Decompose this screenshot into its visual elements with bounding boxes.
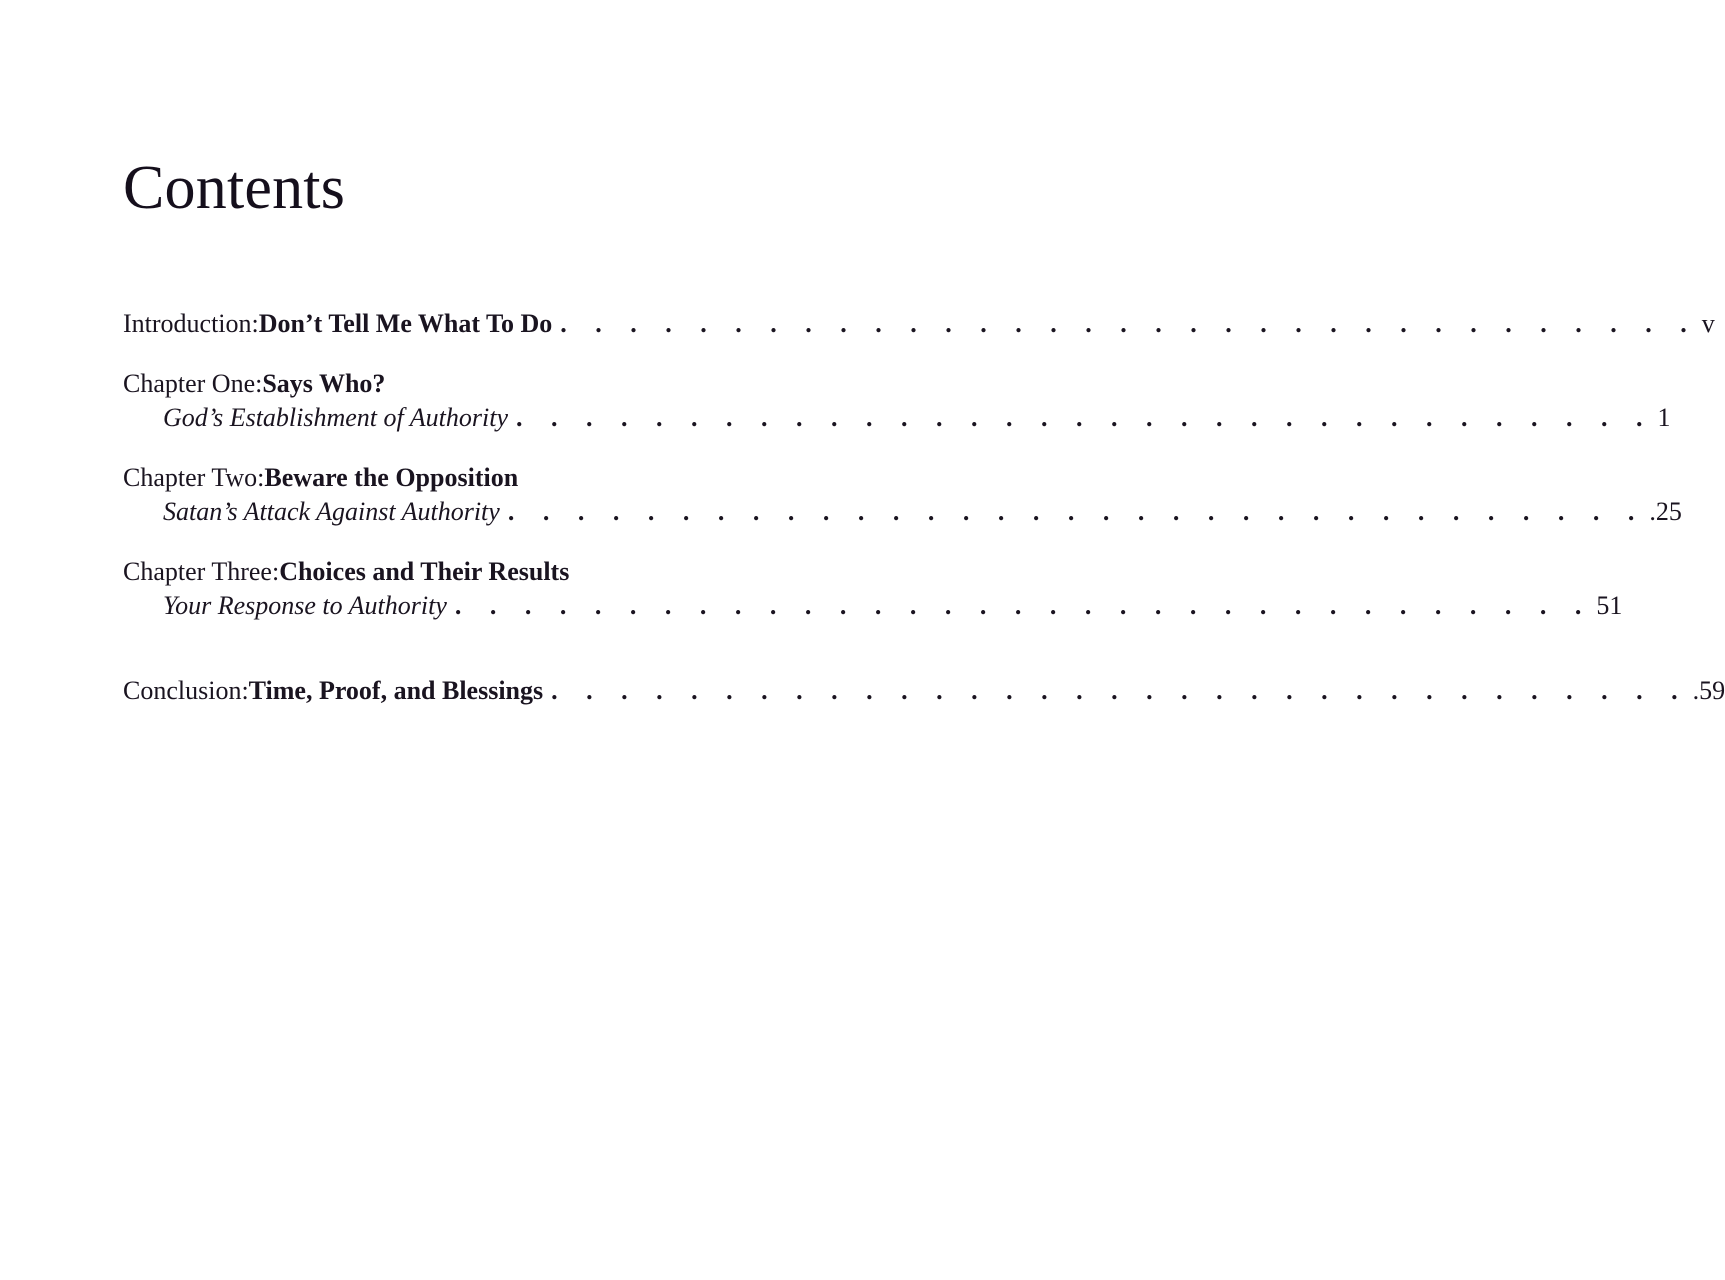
toc-entry-subtitle: God’s Establishment of Authority: [163, 403, 508, 432]
toc-entry-heading: Choices and Their Results: [279, 557, 570, 586]
toc-page-number: .25: [1649, 497, 1682, 526]
dot-leader: . . . . . . . . . . . . . . . . . . . . . . . . . . . . . . . . .: [560, 309, 1698, 338]
dot-leader: . . . . . . . . . . . . . . . . . . . . . . . . . . . . . . . . .: [454, 591, 1593, 620]
dot-leader: . . . . . . . . . . . . . . . . . . . . . . . . . . . . . . . . .: [516, 403, 1654, 432]
toc-entry-prefix: Chapter Two:: [123, 463, 265, 492]
toc-entry-chapter-one[interactable]: [123, 367, 795, 401]
toc-page-number: v: [1701, 309, 1715, 338]
toc-entry-heading: Beware the Opposition: [264, 463, 519, 492]
toc-entry-heading: Says Who?: [262, 369, 386, 398]
toc-entry-heading: Don’t Tell Me What To Do: [258, 309, 553, 338]
toc-page-number: 1: [1657, 403, 1671, 432]
toc-subentry-chapter-three[interactable]: [163, 589, 1623, 623]
toc-entry-heading: Time, Proof, and Blessings: [248, 676, 544, 705]
toc-subentry-chapter-two[interactable]: [163, 495, 1682, 529]
page-title: Contents: [123, 154, 346, 222]
toc-entry-subtitle: Your Response to Authority: [163, 591, 447, 620]
toc-entry-prefix: Chapter One:: [123, 369, 263, 398]
dot-leader: . . . . . . . . . . . . . . . . . . . . . . . . . . . . . . . . .: [507, 497, 1646, 526]
dot-leader: . . . . . . . . . . . . . . . . . . . . . . . . . . . . . . . . .: [551, 676, 1689, 705]
toc-subentry-chapter-one[interactable]: [163, 401, 1671, 435]
toc-page-number: .59: [1692, 676, 1725, 705]
toc-entry-chapter-two[interactable]: [123, 461, 795, 495]
toc-entry-prefix: Conclusion:: [123, 676, 249, 705]
toc-entry-prefix: Introduction:: [123, 309, 259, 338]
toc-entry-introduction[interactable]: [123, 307, 1715, 341]
toc-entry-prefix: Chapter Three:: [123, 557, 280, 586]
toc-entry-chapter-three[interactable]: [123, 555, 795, 589]
toc-entry-subtitle: Satan’s Attack Against Authority: [163, 497, 500, 526]
toc-entry-conclusion[interactable]: [123, 674, 1725, 708]
toc-page-number: 51: [1596, 591, 1623, 620]
